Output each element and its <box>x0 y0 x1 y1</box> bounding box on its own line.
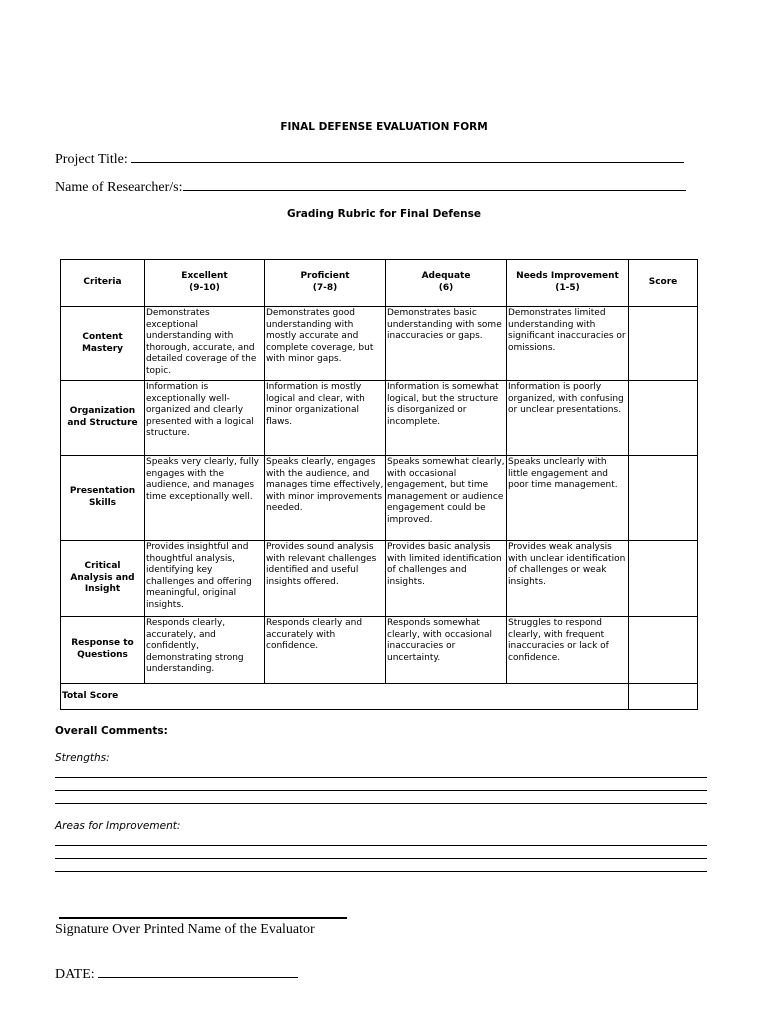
needs-improvement-cell: Speaks unclearly with little engagement and poor time management. <box>507 456 629 541</box>
adequate-cell: Responds somewhat clearly, with occasional inaccuracies or uncertainty. <box>386 617 507 684</box>
excellent-cell: Speaks very clearly, fully engages with the audience, and manages time exceptionally well. <box>145 456 265 541</box>
criteria-cell: Content Mastery <box>61 307 145 381</box>
header-score: Score <box>629 260 698 307</box>
rubric-table <box>60 259 698 710</box>
project-title-field <box>55 150 684 168</box>
total-score-label: Total Score <box>61 684 629 710</box>
signature-label: Signature Over Printed Name of the Evaluator <box>55 922 315 937</box>
header-needs-improvement <box>507 260 629 307</box>
criteria-cell: Critical Analysis and Insight <box>61 541 145 617</box>
rubric-header-row <box>61 260 698 307</box>
score-cell[interactable] <box>629 617 698 684</box>
table-row <box>61 307 698 381</box>
needs-improvement-cell: Information is poorly organized, with confusing or unclear presentations. <box>507 381 629 456</box>
header-needs-improvement-range: (1-5) <box>555 283 580 293</box>
header-excellent-range: (9-10) <box>189 283 220 293</box>
criteria-cell: Response to Questions <box>61 617 145 684</box>
header-excellent-label: Excellent <box>181 271 228 282</box>
header-adequate <box>386 260 507 307</box>
improvement-label: Areas for Improvement: <box>55 820 181 832</box>
table-row <box>61 456 698 541</box>
proficient-cell: Responds clearly and accurately with confidence. <box>265 617 386 684</box>
excellent-cell: Provides insightful and thoughtful analysis, identifying key challenges and offering meaningful, original insights. <box>145 541 265 617</box>
table-row <box>61 617 698 684</box>
proficient-cell: Speaks clearly, engages with the audience, and manages time effectively, with minor improvements needed. <box>265 456 386 541</box>
improvement-line[interactable] <box>55 871 707 872</box>
proficient-cell: Information is mostly logical and clear, with minor organizational flaws. <box>265 381 386 456</box>
researcher-field <box>55 178 686 196</box>
adequate-cell: Demonstrates basic understanding with some inaccuracies or gaps. <box>386 307 507 381</box>
excellent-cell: Responds clearly, accurately, and confidently, demonstrating strong understanding. <box>145 617 265 684</box>
score-cell[interactable] <box>629 307 698 381</box>
header-proficient-range: (7-8) <box>312 283 338 293</box>
form-title: FINAL DEFENSE EVALUATION FORM <box>280 121 488 133</box>
date-blank[interactable] <box>98 965 298 978</box>
date-label: DATE: <box>55 967 95 982</box>
total-score-row <box>61 684 698 710</box>
total-score-cell[interactable] <box>629 684 698 710</box>
header-adequate-label: Adequate <box>421 271 471 282</box>
researcher-label: Name of Researcher/s: <box>55 180 183 195</box>
strengths-label: Strengths: <box>55 752 110 764</box>
adequate-cell: Speaks somewhat clearly, with occasional engagement, but time management or audience engagement could be improved. <box>386 456 507 541</box>
excellent-cell: Information is exceptionally well-organized and clearly presented with a logical structure. <box>145 381 265 456</box>
score-cell[interactable] <box>629 541 698 617</box>
header-excellent <box>145 260 265 307</box>
researcher-blank[interactable] <box>183 178 686 191</box>
needs-improvement-cell: Demonstrates limited understanding with significant inaccuracies or omissions. <box>507 307 629 381</box>
improvement-line[interactable] <box>55 845 707 846</box>
score-cell[interactable] <box>629 456 698 541</box>
header-criteria: Criteria <box>61 260 145 307</box>
adequate-cell: Information is somewhat logical, but the structure is disorganized or incomplete. <box>386 381 507 456</box>
header-needs-improvement-label: Needs Improvement <box>516 271 619 282</box>
criteria-cell: Presentation Skills <box>61 456 145 541</box>
strengths-line[interactable] <box>55 803 707 804</box>
proficient-cell: Demonstrates good understanding with mostly accurate and complete coverage, but with minor gaps. <box>265 307 386 381</box>
criteria-cell: Organization and Structure <box>61 381 145 456</box>
header-proficient-label: Proficient <box>300 271 350 282</box>
rubric-title: Grading Rubric for Final Defense <box>287 208 481 220</box>
table-row <box>61 541 698 617</box>
overall-comments-heading: Overall Comments: <box>55 725 168 737</box>
header-adequate-range: (6) <box>438 283 454 293</box>
needs-improvement-cell: Struggles to respond clearly, with frequent inaccuracies or lack of confidence. <box>507 617 629 684</box>
date-field <box>55 965 298 983</box>
needs-improvement-cell: Provides weak analysis with unclear identification of challenges or weak insights. <box>507 541 629 617</box>
proficient-cell: Provides sound analysis with relevant challenges identified and useful insights offered. <box>265 541 386 617</box>
header-proficient <box>265 260 386 307</box>
project-title-label: Project Title: <box>55 152 128 167</box>
project-title-blank[interactable] <box>131 150 684 163</box>
table-row <box>61 381 698 456</box>
strengths-line[interactable] <box>55 790 707 791</box>
excellent-cell: Demonstrates exceptional understanding with thorough, accurate, and detailed coverage of the topic. <box>145 307 265 381</box>
signature-line[interactable] <box>59 917 347 919</box>
score-cell[interactable] <box>629 381 698 456</box>
adequate-cell: Provides basic analysis with limited identification of challenges and insights. <box>386 541 507 617</box>
improvement-line[interactable] <box>55 858 707 859</box>
strengths-line[interactable] <box>55 777 707 778</box>
